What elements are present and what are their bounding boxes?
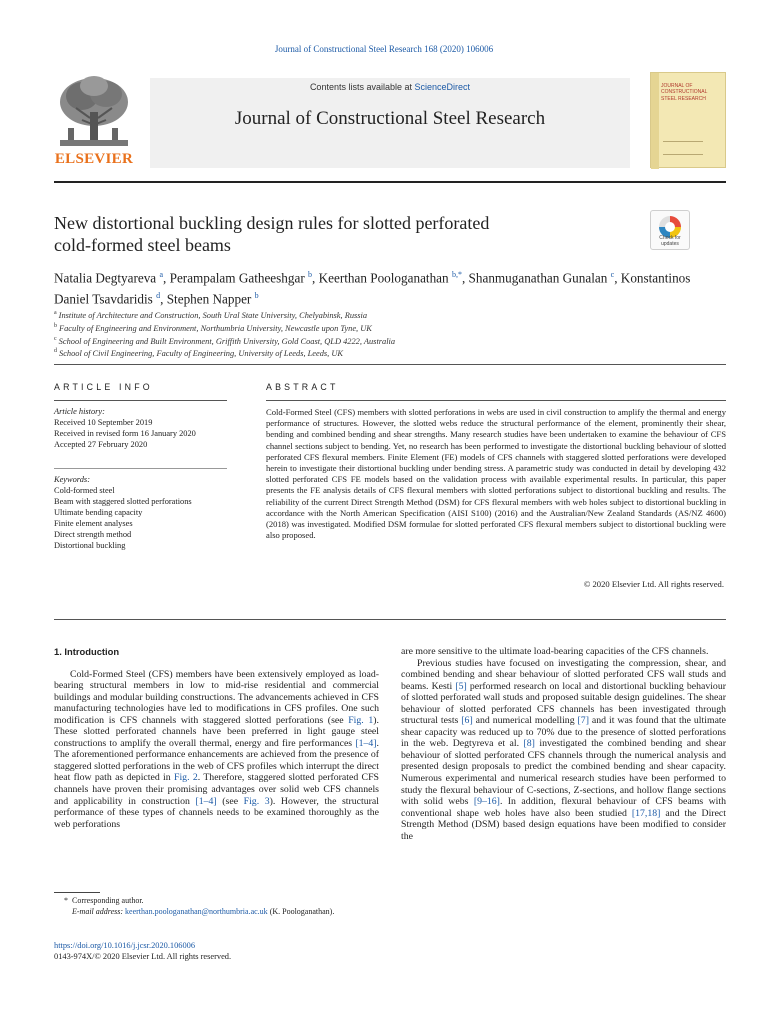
author-affiliation-mark[interactable]: b	[308, 270, 313, 279]
email-label: E-mail address:	[72, 907, 124, 916]
masthead-rule	[54, 181, 726, 183]
author-name[interactable]: Stephen Napper	[166, 291, 252, 307]
body-column-left	[54, 646, 379, 830]
abstract-rule	[266, 400, 726, 401]
elsevier-tree-icon	[54, 72, 134, 152]
article-title-line-2: cold-formed steel beams	[54, 235, 231, 255]
citation-link[interactable]: [8]	[523, 738, 535, 750]
keyword-item: Cold-formed steel	[54, 486, 115, 495]
author-affiliation-mark[interactable]: c	[610, 270, 615, 279]
intro-paragraph-2	[401, 658, 726, 843]
article-info-rule	[54, 400, 227, 401]
history-received: Received 10 September 2019	[54, 418, 153, 427]
citation-link[interactable]: Fig. 1	[348, 714, 374, 726]
abstract-heading: ABSTRACT	[266, 382, 339, 392]
email-suffix: (K. Poologanathan).	[267, 907, 335, 916]
masthead	[54, 72, 726, 172]
footnote-rule	[54, 892, 100, 893]
author-name[interactable]: Perampalam Gatheeshgar	[169, 270, 305, 286]
keyword-item: Ultimate bending capacity	[54, 508, 143, 517]
author-name[interactable]: Konstantinos Daniel Tsavdaridis	[54, 270, 691, 307]
cover-title: JOURNAL OF CONSTRUCTIONAL STEEL RESEARCH	[661, 83, 708, 102]
body-text: performed research on local and distortional buckling behaviour of slotted perforated wall studs and proposed suitable design guidelines. The shear behaviour of slotted perforated CFS channels has been investigated through structural tests	[401, 680, 726, 727]
email-note	[54, 906, 384, 917]
article-info-heading: ARTICLE INFO	[54, 382, 153, 392]
check-updates-label	[651, 235, 689, 247]
affiliation-mark: a	[54, 310, 57, 316]
affiliation-text: Faculty of Engineering and Environment, Northumbria University, Newcastle upon Tyne, UK	[59, 323, 372, 333]
intro-paragraph-1	[54, 669, 379, 831]
contents-line	[150, 82, 630, 92]
affiliation-item	[54, 321, 726, 334]
article-title	[54, 212, 614, 256]
contents-prefix: Contents lists available at	[309, 82, 412, 92]
author-list: Natalia Degtyareva $^a$, Perampalam Gatheeshgar $^b$, Keerthan Poologanathan $^{b,*}$, Shanmuganathan Gunalan $^c$, Konstantinos Daniel Tsavdaridis $^d$, Stephen Napper $^b$	[54, 270, 691, 307]
citation-link[interactable]: Fig. 3	[243, 795, 270, 807]
body-text: and it was found that the ultimate shear capacity was reduced up to 70% due to the presence of slotted perforations in the web. Degtyreva et al.	[401, 715, 727, 750]
citation-link[interactable]: Fig. 2	[174, 772, 198, 784]
author-name[interactable]: Keerthan Poologanathan	[318, 270, 449, 286]
affiliation-mark: c	[54, 335, 57, 342]
abstract-copyright: © 2020 Elsevier Ltd. All rights reserved.	[583, 579, 724, 589]
body-text: ). These slotted perforated channels have been preferred in light gauge steel constructions to amplify the overall thermal, energy and fire performances	[54, 714, 379, 749]
article-history	[54, 406, 234, 450]
history-label: Article history:	[54, 407, 105, 416]
doi-link[interactable]: https://doi.org/10.1016/j.jcsr.2020.106006	[54, 941, 196, 950]
email-link[interactable]: keerthan.poologanathan@northumbria.ac.uk	[125, 907, 268, 916]
badge-line-1: Check for	[659, 235, 681, 241]
author-affiliation-mark[interactable]: d	[156, 291, 161, 301]
check-for-updates-badge[interactable]	[650, 210, 690, 250]
citation-link[interactable]: [9–16]	[473, 796, 500, 808]
author-name[interactable]: Natalia Degtyareva	[54, 270, 157, 286]
body-text: Cold-Formed Steel (CFS) members have been extensively employed as load-bearing structural members in low to mid-rise residential and commercial buildings and modular building constructions. The advancements achieved in CFS manufacturing technologies have led to modifications in CFS profiles. One such modification is CFS channels with staggered slotted perforations (see	[54, 668, 379, 726]
body-text: ). However, the structural performance of these types of channels needs to be examined thoroughly as the web perforations	[54, 795, 379, 830]
citation-link[interactable]: [17,18]	[631, 807, 661, 819]
body-text: Previous studies have focused on investigating the compression, shear, and combined bending and shear behaviour of slotted perforated CFS wall studs and beams. Kesti	[401, 657, 726, 692]
affiliation-item	[54, 334, 726, 347]
affiliation-text: Institute of Architecture and Construction, South Ural State University, Chelyabinsk, Russia	[58, 310, 368, 320]
affiliation-item	[54, 308, 726, 321]
elsevier-logo	[54, 72, 134, 168]
citation-link[interactable]: [1–4]	[355, 737, 377, 749]
author-name[interactable]: Shanmuganathan Gunalan	[468, 270, 608, 286]
body-text: . In addition, flexural behaviour of CFS beams with conventional shape web holes have also been studied	[401, 796, 726, 819]
body-text: . Therefore, staggered slotted perforated CFS channels have proven their promising advantages over solid web CFS channels and applicability in construction	[54, 772, 379, 807]
citation-link[interactable]: [5]	[455, 680, 467, 692]
affiliation-text: School of Engineering and Built Environment, Griffith University, Gold Coast, QLD 4222, Australia	[58, 336, 396, 346]
affiliation-list	[54, 308, 726, 359]
journal-cover-thumbnail[interactable]	[650, 72, 726, 168]
footnote	[54, 895, 384, 917]
corresponding-author-note	[54, 895, 384, 906]
masthead-banner	[150, 78, 630, 168]
body-text: and the Direct Strength Method (DSM) based design equations have been modified to consider the	[401, 807, 726, 842]
history-revised: Received in revised form 16 January 2020	[54, 429, 196, 438]
journal-title[interactable]: Journal of Constructional Steel Research	[234, 108, 546, 129]
footnote-mark: *	[64, 896, 68, 905]
elsevier-wordmark: ELSEVIER	[54, 151, 134, 167]
body-text: and numerical modelling	[472, 715, 578, 727]
keywords-label: Keywords:	[54, 475, 90, 484]
corresponding-label: Corresponding author.	[72, 896, 144, 905]
citation-link[interactable]: [6]	[461, 715, 473, 727]
author-affiliation-mark[interactable]: b,*	[451, 270, 462, 279]
body-text: investigated the combined bending and shear behaviour of slotted perforated CFS channels through the numerical analysis and presented design proposals to predict the combined bending and shear capacity. Numerous experimental and numerical research studies have been performed to study the flexural behaviour of C-sections, Z-sections, and hollow flange sections with solid webs	[401, 738, 726, 808]
cover-spine	[651, 73, 659, 169]
header-divider	[54, 364, 726, 365]
affiliation-mark: b	[54, 322, 57, 329]
sciencedirect-link[interactable]: ScienceDirect	[414, 82, 471, 92]
article-title-line-1: New distortional buckling design rules for slotted perforated	[54, 213, 490, 233]
intro-paragraph-1-continued: are more sensitive to the ultimate load-bearing capacities of the CFS channels.	[401, 646, 709, 657]
affiliation-mark: d	[54, 348, 57, 355]
abstract-body: Cold-Formed Steel (CFS) members with slotted perforations in webs are used in civil construction to amplify the thermal and energy performance of structures. However, the slotted webs reduce the structural performance of the element, prominently their shear, bending and combined bending and shear strengths. Many research studies have been undertaken to examine the behaviour of CFS channel sections subject to bending. Yet, no research has been performed to investigate the distortional buckling behaviour of slotted perforated CFS flexural members. Finite Element (FE) models of CFS channels with staggered slotted perforations were developed herein to investigate their distortional buckling under bending stress. A parametric study was conducted in detail by developing 432 slotted perforated CFS FE models based on the validation process with available experimental results. In particular, this paper presents the FE analysis details of CFS flexural members with slotted perforations subject to distortional buckling and results. The reliability of the current Direct Strength Method (DSM) for CFS flexural members with web holes subject to distortional buckling in accordance with the North American Specification (AISI S100) (2016) and the Australian/New Zealand Standards (AS/NZ 4600) (2018) was investigated. Modified DSM formulae for slotted perforated CFS flexural members subject to distortional buckling were also proposed.	[266, 407, 726, 541]
author-affiliation-mark[interactable]: a	[159, 270, 164, 279]
author-affiliation-mark[interactable]: b	[254, 291, 259, 301]
badge-line-2: updates	[661, 241, 679, 247]
affiliation-item	[54, 346, 726, 359]
body-text: (see	[216, 795, 244, 807]
keyword-item: Distortional buckling	[54, 541, 126, 550]
citation-link[interactable]: [7]	[577, 715, 589, 727]
cover-decoration	[663, 141, 703, 155]
running-head[interactable]: Journal of Constructional Steel Research 168 (2020) 106006	[274, 44, 494, 54]
keywords-rule	[54, 468, 227, 469]
history-accepted: Accepted 27 February 2020	[54, 440, 148, 449]
issn-copyright: 0143-974X/© 2020 Elsevier Ltd. All rights reserved.	[54, 952, 232, 961]
keyword-item: Direct strength method	[54, 530, 132, 539]
citation-link[interactable]: [1–4]	[195, 795, 217, 807]
abstract-bottom-rule	[54, 619, 726, 620]
keywords	[54, 474, 234, 551]
affiliation-text: School of Civil Engineering, Faculty of Engineering, University of Leeds, Leeds, UK	[59, 349, 344, 359]
keyword-item: Finite element analyses	[54, 519, 133, 528]
body-text: . The aforementioned performance enhancements are achieved from the presence of staggered slotted perforations in the web of CFS profiles which interrupt the direct heat flow path as depicted in	[54, 737, 379, 784]
body-column-right	[401, 646, 726, 842]
section-heading-introduction: 1. Introduction	[54, 646, 120, 657]
keyword-item: Beam with staggered slotted perforations	[54, 497, 192, 506]
